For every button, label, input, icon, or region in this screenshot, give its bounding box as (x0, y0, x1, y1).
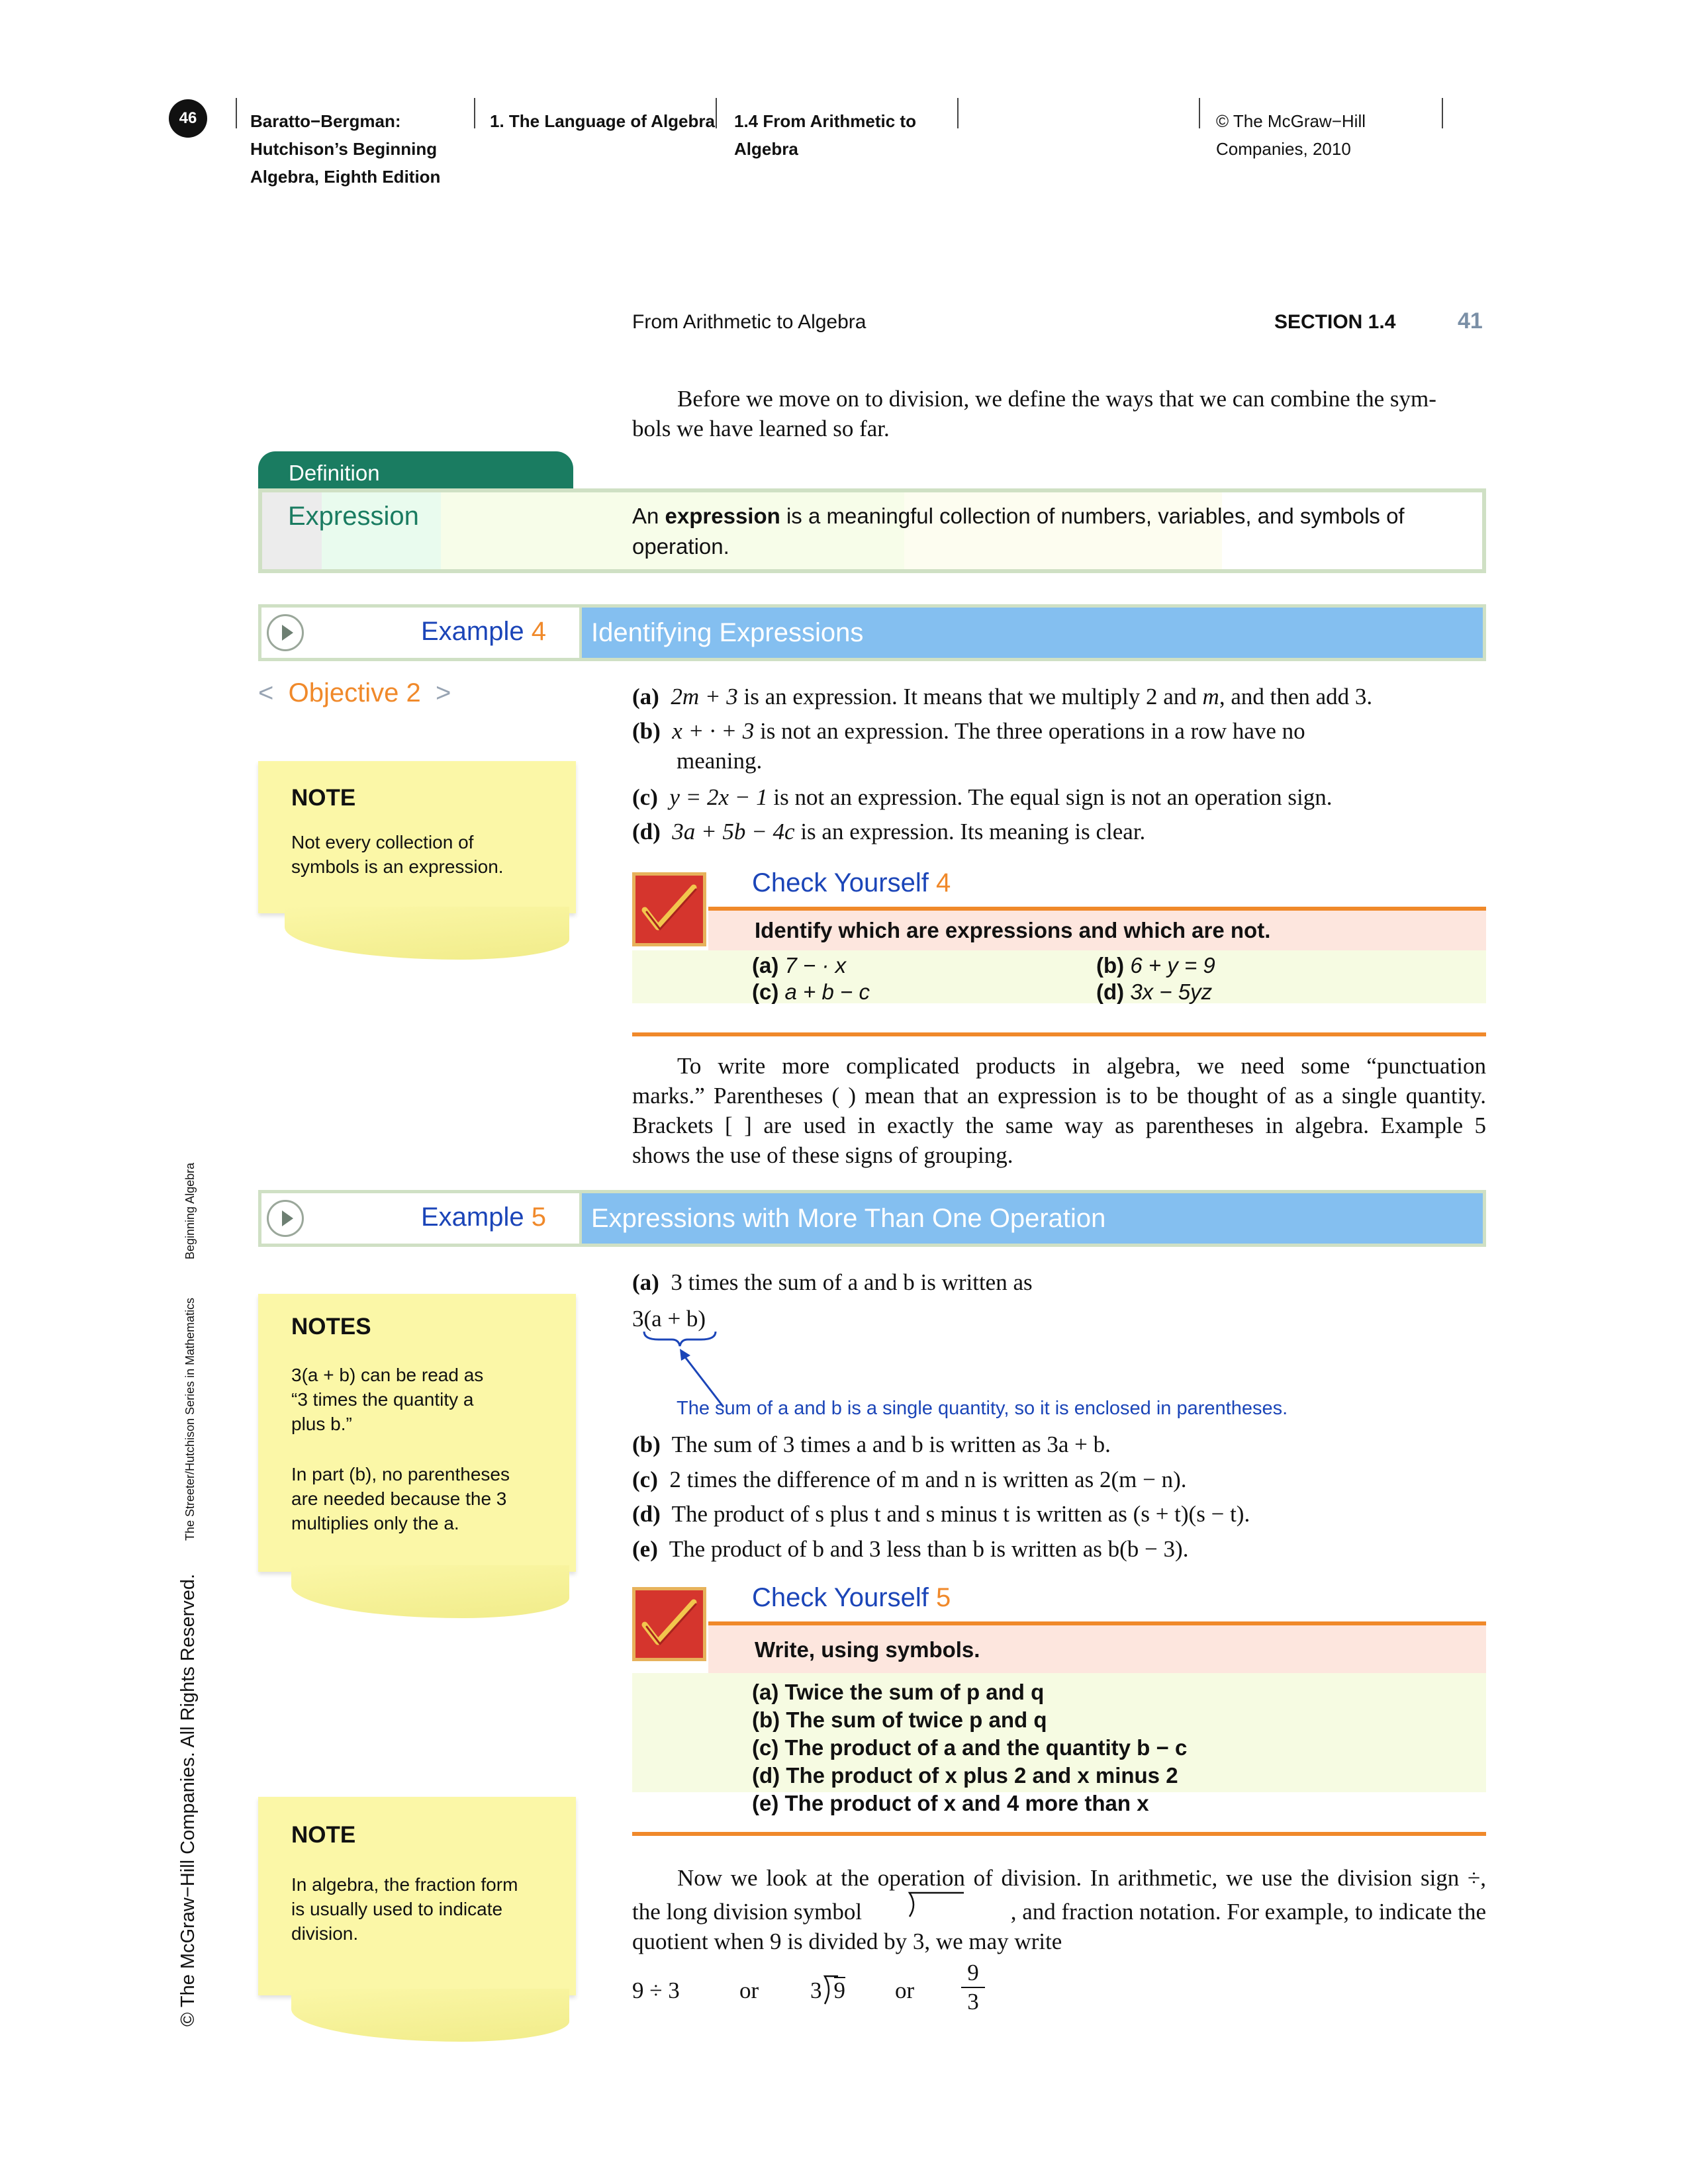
division-form-3 (961, 1959, 985, 2016)
definition-text-before: An (632, 504, 665, 528)
division-line-3: quotient when 9 is divided by 3, we may write (632, 1929, 1062, 1954)
notes-2-p2-line-1: In part (b), no parentheses (291, 1464, 510, 1484)
note-sticky-3 (258, 1797, 576, 1995)
ex4-b-math: x + · + 3 (672, 718, 755, 744)
example-4-title: Identifying Expressions (591, 618, 864, 647)
check-4-d-label: (d) (1096, 979, 1125, 1004)
header-copyright-line-1: © The McGraw−Hill (1216, 111, 1366, 131)
division-form-2-bracket (822, 1978, 850, 2004)
check-5-e-value: The product of x and 4 more than x (784, 1791, 1149, 1815)
header-cell-book (236, 98, 475, 187)
intro-line-2: bols we have learned so far. (632, 416, 890, 441)
check-5-item-e (752, 1790, 1149, 1817)
division-line-2 (632, 1893, 1486, 1927)
ex5-a-math: 3(a + b) (632, 1306, 706, 1332)
note-3-line-3: division. (291, 1923, 359, 1944)
ex4-a-math: 2m + 3 (671, 684, 738, 709)
division-form-3-numerator: 9 (967, 1960, 979, 1985)
side-book-title: Beginning Algebra (183, 1162, 197, 1259)
objective-text: Objective 2 (288, 678, 421, 707)
note-1-curl (285, 907, 569, 960)
example-4-label-word: Example (421, 617, 524, 646)
ex4-item-c (632, 782, 1333, 812)
note-1-line-1: Not every collection of (291, 832, 474, 852)
notes-sticky-2 (258, 1294, 576, 1572)
check-5-title-word: Check Yourself (752, 1583, 929, 1612)
ex5-c-text: 2 times the difference of m and n is written as 2(m − n). (669, 1467, 1187, 1492)
long-division-symbol-icon (903, 1893, 969, 1919)
note-1-title: NOTE (291, 785, 356, 811)
division-form-2-dividend: 9 (833, 1978, 845, 2003)
ex4-c-text: is not an expression. The equal sign is not an operation sign. (773, 784, 1333, 810)
header-copyright-line-2: Companies, 2010 (1216, 139, 1351, 159)
check-5-bottom-rule (632, 1832, 1486, 1836)
check-5-prompt: Write, using symbols. (708, 1625, 1486, 1673)
note-3-title: NOTE (291, 1822, 356, 1848)
ex5-annotation: The sum of a and b is a single quantity, so it is enclosed in parentheses. (677, 1398, 1288, 1419)
check-4-c-label: (c) (752, 979, 779, 1004)
check-5-b-label: (b) (752, 1707, 780, 1732)
check-5-b-value: The sum of twice p and q (786, 1707, 1047, 1732)
intro-line-1: Before we move on to division, we define the ways that we can combine the sym- (677, 386, 1436, 412)
page-number-badge: 46 (169, 99, 207, 138)
division-line-2b: , and fraction notation. For example, to indicate the (1010, 1899, 1486, 1925)
check-4-bottom-rule (632, 1032, 1486, 1036)
ex5-d-text: The product of s plus t and s minus t is written as (s + t)(s − t). (671, 1501, 1250, 1527)
header-cell-section (716, 98, 959, 159)
division-form-2 (810, 1978, 849, 2004)
note-3-curl (291, 1989, 569, 2042)
ex4-b-text: is not an expression. The three operations in a row have no (760, 718, 1305, 744)
check-5-item-b (752, 1706, 1047, 1734)
ex4-a-text: is an expression. It means that we multiply 2 and (743, 684, 1197, 709)
check-5-a-label: (a) (752, 1680, 779, 1704)
ex4-item-a (632, 682, 1372, 711)
check-5-item-d (752, 1762, 1178, 1790)
header-section-line-1: 1.4 From Arithmetic to (734, 111, 916, 131)
ex5-b-text: The sum of 3 times a and b is written as 3a + b. (671, 1432, 1111, 1457)
check-4-b-value: 6 + y = 9 (1130, 953, 1215, 978)
header-book-line-2: Hutchison’s Beginning (250, 139, 438, 159)
header-cell-chapter (474, 98, 717, 131)
division-or-2: or (895, 1978, 915, 2003)
grouping-line-2: marks.” Parentheses ( ) mean that an expression is to be thought of as a single quantity. (632, 1083, 1486, 1109)
example-5-label-word: Example (421, 1203, 524, 1232)
ex4-d-math: 3a + 5b − 4c (672, 819, 795, 844)
running-head-section: SECTION 1.4 (1274, 311, 1396, 333)
side-copyright: © The McGraw−Hill Companies. All Rights Reserved. (177, 1573, 199, 2026)
check-5-d-value: The product of x plus 2 and x minus 2 (786, 1763, 1178, 1788)
ex5-e-text: The product of b and 3 less than b is written as b(b − 3). (669, 1536, 1189, 1562)
note-3-line-1: In algebra, the fraction form (291, 1874, 518, 1895)
check-4-item-b (1096, 952, 1215, 979)
ex4-item-d (632, 817, 1145, 846)
running-head-title: From Arithmetic to Algebra (632, 311, 867, 333)
notes-2-p2-line-3: multiplies only the a. (291, 1513, 459, 1533)
side-series: The Streeter/Hutchison Series in Mathematics (183, 1297, 197, 1541)
checkmark-icon (632, 872, 706, 946)
check-4-d-value: 3x − 5yz (1130, 979, 1213, 1004)
check-4-item-d (1096, 978, 1212, 1006)
note-1-text (291, 830, 504, 879)
notes-2-title: NOTES (291, 1314, 371, 1340)
header-cell-empty (957, 98, 1200, 128)
division-or-1: or (739, 1978, 759, 2003)
ex5-item-b (632, 1430, 1111, 1459)
check-5-item-a (752, 1678, 1044, 1706)
grouping-line-3: Brackets [ ] are used in exactly the same way as parentheses in algebra. Example 5 (632, 1113, 1486, 1138)
ex4-c-math: y = 2x − 1 (669, 784, 768, 810)
intro-paragraph (632, 384, 1486, 443)
grouping-paragraph (632, 1051, 1486, 1170)
notes-2-curl (291, 1565, 569, 1618)
ex5-item-e (632, 1534, 1188, 1564)
check-4-item-c (752, 978, 870, 1006)
notes-2-p1-line-1: 3(a + b) can be read as (291, 1365, 484, 1385)
ex4-a-m: m (1202, 684, 1219, 709)
check-5-title-number: 5 (935, 1583, 951, 1612)
check-4-a-label: (a) (752, 953, 779, 978)
grouping-line-4: shows the use of these signs of grouping. (632, 1142, 1013, 1168)
header-section-line-2: Algebra (734, 139, 798, 159)
division-line-2a: the long division symbol (632, 1899, 863, 1925)
note-1-line-2: symbols is an expression. (291, 856, 504, 877)
check-4-item-a (752, 952, 846, 979)
example-5-title-band (579, 1193, 1483, 1244)
division-form-3-denominator: 3 (961, 1987, 985, 2016)
check-5-d-label: (d) (752, 1763, 780, 1788)
ex4-b-continued: meaning. (677, 748, 763, 774)
running-head-page-number: 41 (1458, 308, 1483, 334)
ex4-d-label: (d) (632, 819, 661, 844)
check-4-a-value: 7 − · x (784, 953, 847, 978)
ex5-item-d (632, 1499, 1250, 1529)
check-4-b-label: (b) (1096, 953, 1125, 978)
grouping-line-1: To write more complicated products in algebra, we need some “punctuation (677, 1053, 1486, 1079)
ex5-item-a (632, 1267, 1033, 1297)
division-form-1: 9 ÷ 3 (632, 1978, 680, 2003)
example-5-label-number: 5 (531, 1203, 546, 1232)
ex4-d-text: is an expression. Its meaning is clear. (800, 819, 1146, 844)
check-4-c-value: a + b − c (784, 979, 870, 1004)
division-form-2-divisor: 3 (810, 1978, 822, 2003)
ex4-item-b (632, 716, 1305, 746)
definition-text-bold: expression (665, 504, 780, 528)
notes-2-para-1 (291, 1363, 483, 1436)
example-5-label (261, 1203, 546, 1232)
example-5-title: Expressions with More Than One Operation (591, 1204, 1106, 1233)
check-5-c-value: The product of a and the quantity b − c (784, 1735, 1188, 1760)
objective-2-link[interactable] (258, 678, 451, 708)
notes-2-p1-line-2: “3 times the quantity a (291, 1389, 474, 1410)
check-4-title-number: 4 (935, 868, 951, 897)
ex4-c-label: (c) (632, 784, 658, 810)
check-5-e-label: (e) (752, 1791, 779, 1815)
ex5-a-text: 3 times the sum of a and b is written as (671, 1269, 1033, 1295)
example-5-bar (258, 1190, 1486, 1247)
example-4-label-number: 4 (531, 617, 546, 646)
check-yourself-5-title (752, 1583, 951, 1613)
check-4-prompt: Identify which are expressions and which are not. (708, 911, 1486, 950)
check-5-items (632, 1673, 1486, 1792)
definition-text-after: is a meaningful collection of numbers, variables, and symbols of operation. (632, 504, 1405, 559)
ex5-c-label: (c) (632, 1467, 658, 1492)
division-line-1: Now we look at the operation of division. In arithmetic, we use the division sign ÷, (677, 1865, 1486, 1891)
note-sticky-1 (258, 761, 576, 913)
definition-tab: Definition (258, 451, 573, 491)
note-3-text (291, 1872, 518, 1946)
definition-text (632, 501, 1446, 562)
ex5-b-label: (b) (632, 1432, 661, 1457)
example-4-label (261, 617, 546, 647)
notes-2-p1-line-3: plus b.” (291, 1414, 352, 1434)
example-4-title-band (579, 608, 1483, 658)
objective-close-bracket: > (435, 678, 451, 707)
notes-2-para-2 (291, 1462, 510, 1535)
header-book-line-1: Baratto−Bergman: (250, 111, 401, 131)
example-4-bar (258, 604, 1486, 661)
definition-term: Expression (288, 502, 419, 531)
ex5-d-label: (d) (632, 1501, 661, 1527)
objective-open-bracket: < (258, 678, 274, 707)
checkmark-icon (632, 1587, 706, 1661)
check-4-items (632, 950, 1486, 1003)
header-book-line-3: Algebra, Eighth Edition (250, 167, 441, 187)
ex4-b-label: (b) (632, 718, 661, 744)
header-chapter: 1. The Language of Algebra (490, 111, 715, 131)
header-cell-copyright (1199, 98, 1443, 159)
check-5-c-label: (c) (752, 1735, 779, 1760)
ex5-item-c (632, 1465, 1186, 1494)
division-paragraph (632, 1863, 1486, 1956)
check-5-item-c (752, 1734, 1187, 1762)
note-3-line-2: is usually used to indicate (291, 1899, 503, 1919)
check-4-title-word: Check Yourself (752, 868, 929, 897)
check-5-a-value: Twice the sum of p and q (784, 1680, 1045, 1704)
ex4-a-label: (a) (632, 684, 659, 709)
ex5-a-label: (a) (632, 1269, 659, 1295)
notes-2-p2-line-2: are needed because the 3 (291, 1488, 507, 1509)
ex5-e-label: (e) (632, 1536, 658, 1562)
ex4-a-end: , and then add 3. (1219, 684, 1373, 709)
check-yourself-4-title (752, 868, 951, 898)
